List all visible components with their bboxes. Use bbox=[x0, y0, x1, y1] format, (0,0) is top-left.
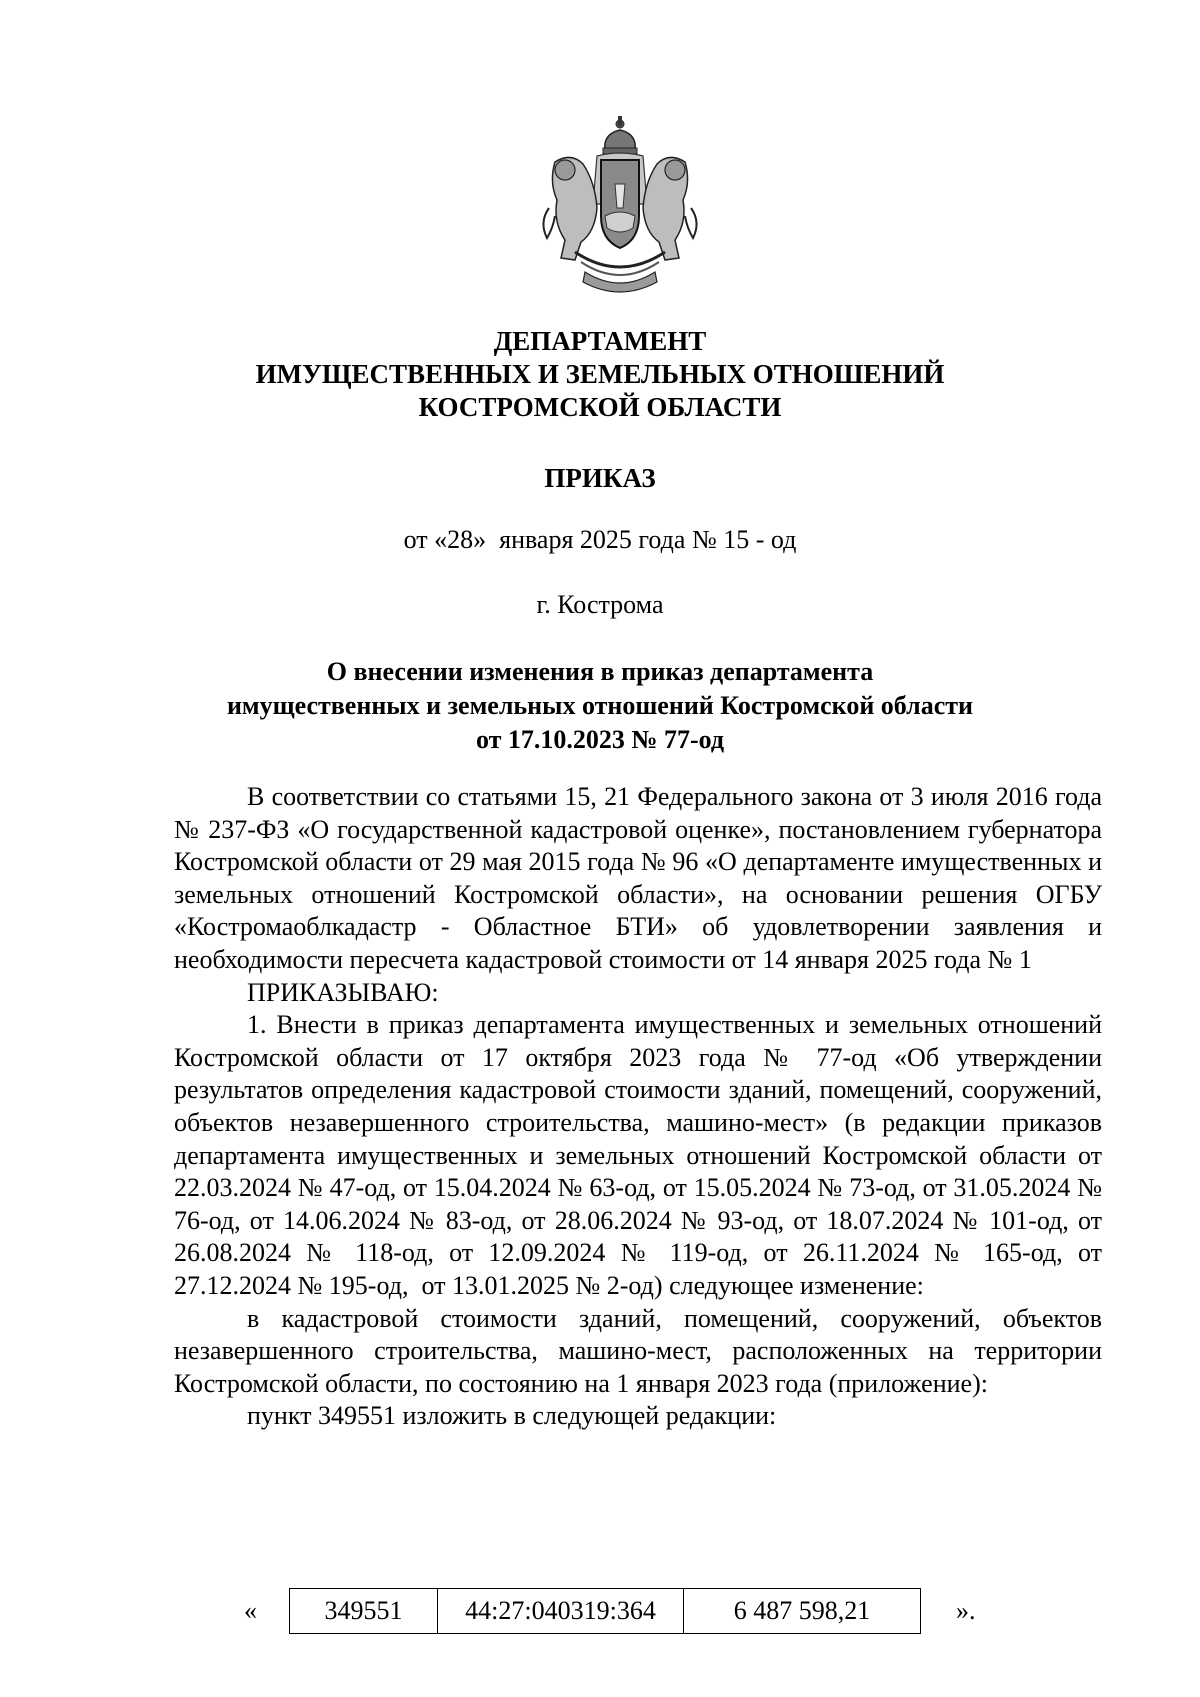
order-subject bbox=[0, 655, 1200, 757]
order-keyword: ПРИКАЗЫВАЮ: bbox=[247, 977, 439, 1007]
table-row bbox=[290, 1589, 921, 1634]
cadastral-value-table bbox=[289, 1588, 921, 1634]
opening-quote: « bbox=[244, 1596, 257, 1625]
document-type: ПРИКАЗ bbox=[544, 463, 656, 493]
cadastral-value-cell: 6 487 598,21 bbox=[684, 1589, 921, 1634]
item-instruction: пункт 349551 изложить в следующей редакции: bbox=[247, 1401, 777, 1431]
department-line-1: ДЕПАРТАМЕНТ bbox=[493, 326, 707, 356]
department-header bbox=[0, 325, 1200, 424]
subject-line-1: О внесении изменения в приказ департамента bbox=[326, 657, 874, 686]
scope-paragraph: в кадастровой стоимости зданий, помещений, сооружений, объектов незавершенного строительства, машино-мест, расположенных на территории Костромской области, по состоянию на 1 января 2023 года (приложение): bbox=[174, 1303, 1102, 1398]
preamble-paragraph: В соответствии со статьями 15, 21 Федерального закона от 3 июля 2016 года № 237-ФЗ «О государственной кадастровой оценке», постановлением губернатора Костромской области от 29 мая 2015 года № 96 «О департаменте имущественных и земельных отношений Костромской области», на основании решения ОГБУ «Костромаоблкадастр - Областное БТИ» об удовлетворении заявления и необходимости пересчета кадастровой стоимости от 14 января 2025 года № 1 bbox=[174, 782, 1102, 974]
cadastral-number-cell: 44:27:040319:364 bbox=[438, 1589, 684, 1634]
closing-quote: ». bbox=[956, 1596, 976, 1625]
coat-of-arms-icon bbox=[535, 112, 705, 298]
item-number-cell: 349551 bbox=[290, 1589, 438, 1634]
department-line-3: КОСТРОМСКОЙ ОБЛАСТИ bbox=[418, 392, 782, 422]
department-line-2: ИМУЩЕСТВЕННЫХ И ЗЕМЕЛЬНЫХ ОТНОШЕНИЙ bbox=[255, 359, 945, 389]
city: г. Кострома bbox=[536, 590, 664, 619]
replacement-row bbox=[0, 1588, 1200, 1636]
order-body bbox=[174, 781, 1109, 1433]
clause-1-paragraph: 1. Внести в приказ департамента имущественных и земельных отношений Костромской области от 17 октября 2023 года № 77-од «Об утверждении результатов определения кадастровой стоимости зданий, помещений, сооружений, объектов незавершенного строительства, машино-мест» (в редакции приказов департамента имущественных и земельных отношений Костромской области от 22.03.2024 № 47-од, от 15.04.2024 № 63-од, от 15.05.2024 № 73-од, от 31.05.2024 № 76-од, от 14.06.2024 № 83-од, от 28.06.2024 № 93-од, от 18.07.2024 № 101-од, от 26.08.2024 № 118-од, от 12.09.2024 № 119-од, от 26.11.2024 № 165-од, от 27.12.2024 № 195-од, от 13.01.2025 № 2-од) следующее изменение: bbox=[174, 1010, 1109, 1300]
subject-line-2: имущественных и земельных отношений Костромской области bbox=[226, 691, 974, 720]
order-date-number: от «28» января 2025 года № 15 - од bbox=[403, 525, 797, 554]
subject-line-3: от 17.10.2023 № 77-од bbox=[475, 725, 725, 754]
